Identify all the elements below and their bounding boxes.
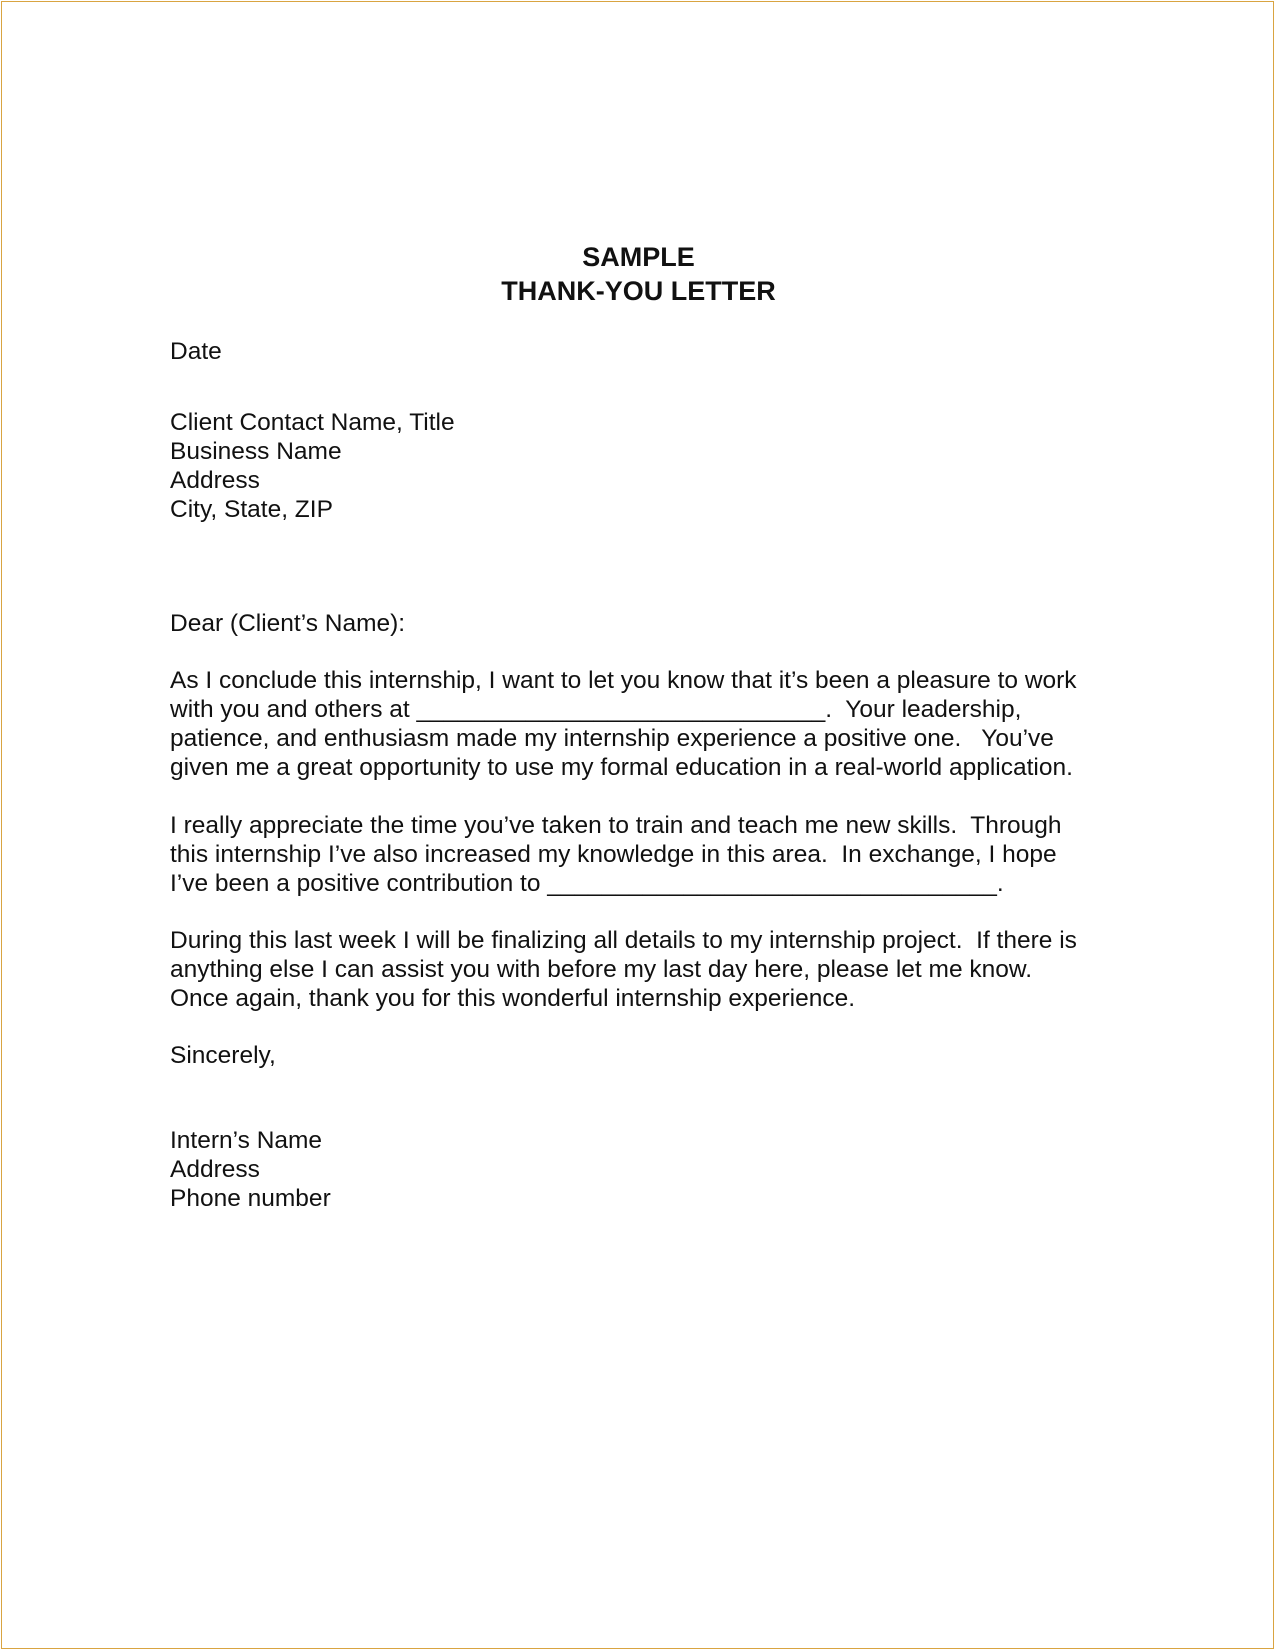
recipient-city-state-zip: City, State, ZIP	[170, 496, 333, 523]
paragraph-line: given me a great opportunity to use my formal education in a real-world application.	[170, 754, 1073, 781]
paragraph-line: with you and others at ______________________________. Your leadership,	[170, 696, 1022, 723]
paragraph-line: anything else I can assist you with before my last day here, please let me know.	[170, 956, 1033, 983]
recipient-address: Address	[170, 467, 260, 494]
letter-body	[170, 240, 1120, 1213]
recipient-block	[170, 408, 1120, 524]
heading-line-1: SAMPLE	[582, 242, 695, 272]
heading-line-2: THANK-YOU LETTER	[501, 276, 776, 306]
recipient-business: Business Name	[170, 438, 342, 465]
paragraph-line: During this last week I will be finalizing all details to my internship project. If there is	[170, 927, 1077, 954]
paragraph-line: I’ve been a positive contribution to _________________________________.	[170, 870, 1004, 897]
paragraph-line: I really appreciate the time you’ve taken to train and teach me new skills. Through	[170, 812, 1062, 839]
salutation: Dear (Client’s Name):	[170, 610, 406, 637]
signature-name: Intern’s Name	[170, 1127, 323, 1154]
recipient-name-title: Client Contact Name, Title	[170, 409, 455, 436]
paragraph-line: patience, and enthusiasm made my internship experience a positive one. You’ve	[170, 725, 1054, 752]
paragraph-3	[170, 926, 1120, 1013]
paragraph-2	[170, 811, 1120, 898]
letter-heading	[0, 240, 1277, 308]
closing: Sincerely,	[170, 1042, 276, 1069]
paragraph-line: Once again, thank you for this wonderful internship experience.	[170, 985, 856, 1012]
signature-block	[170, 1126, 1120, 1213]
paragraph-line: this internship I’ve also increased my knowledge in this area. In exchange, I hope	[170, 841, 1057, 868]
date-line: Date	[170, 338, 222, 365]
signature-address: Address	[170, 1156, 260, 1183]
paragraph-line: As I conclude this internship, I want to let you know that it’s been a pleasure to work	[170, 667, 1077, 694]
paragraph-1	[170, 666, 1120, 782]
signature-phone: Phone number	[170, 1185, 331, 1212]
